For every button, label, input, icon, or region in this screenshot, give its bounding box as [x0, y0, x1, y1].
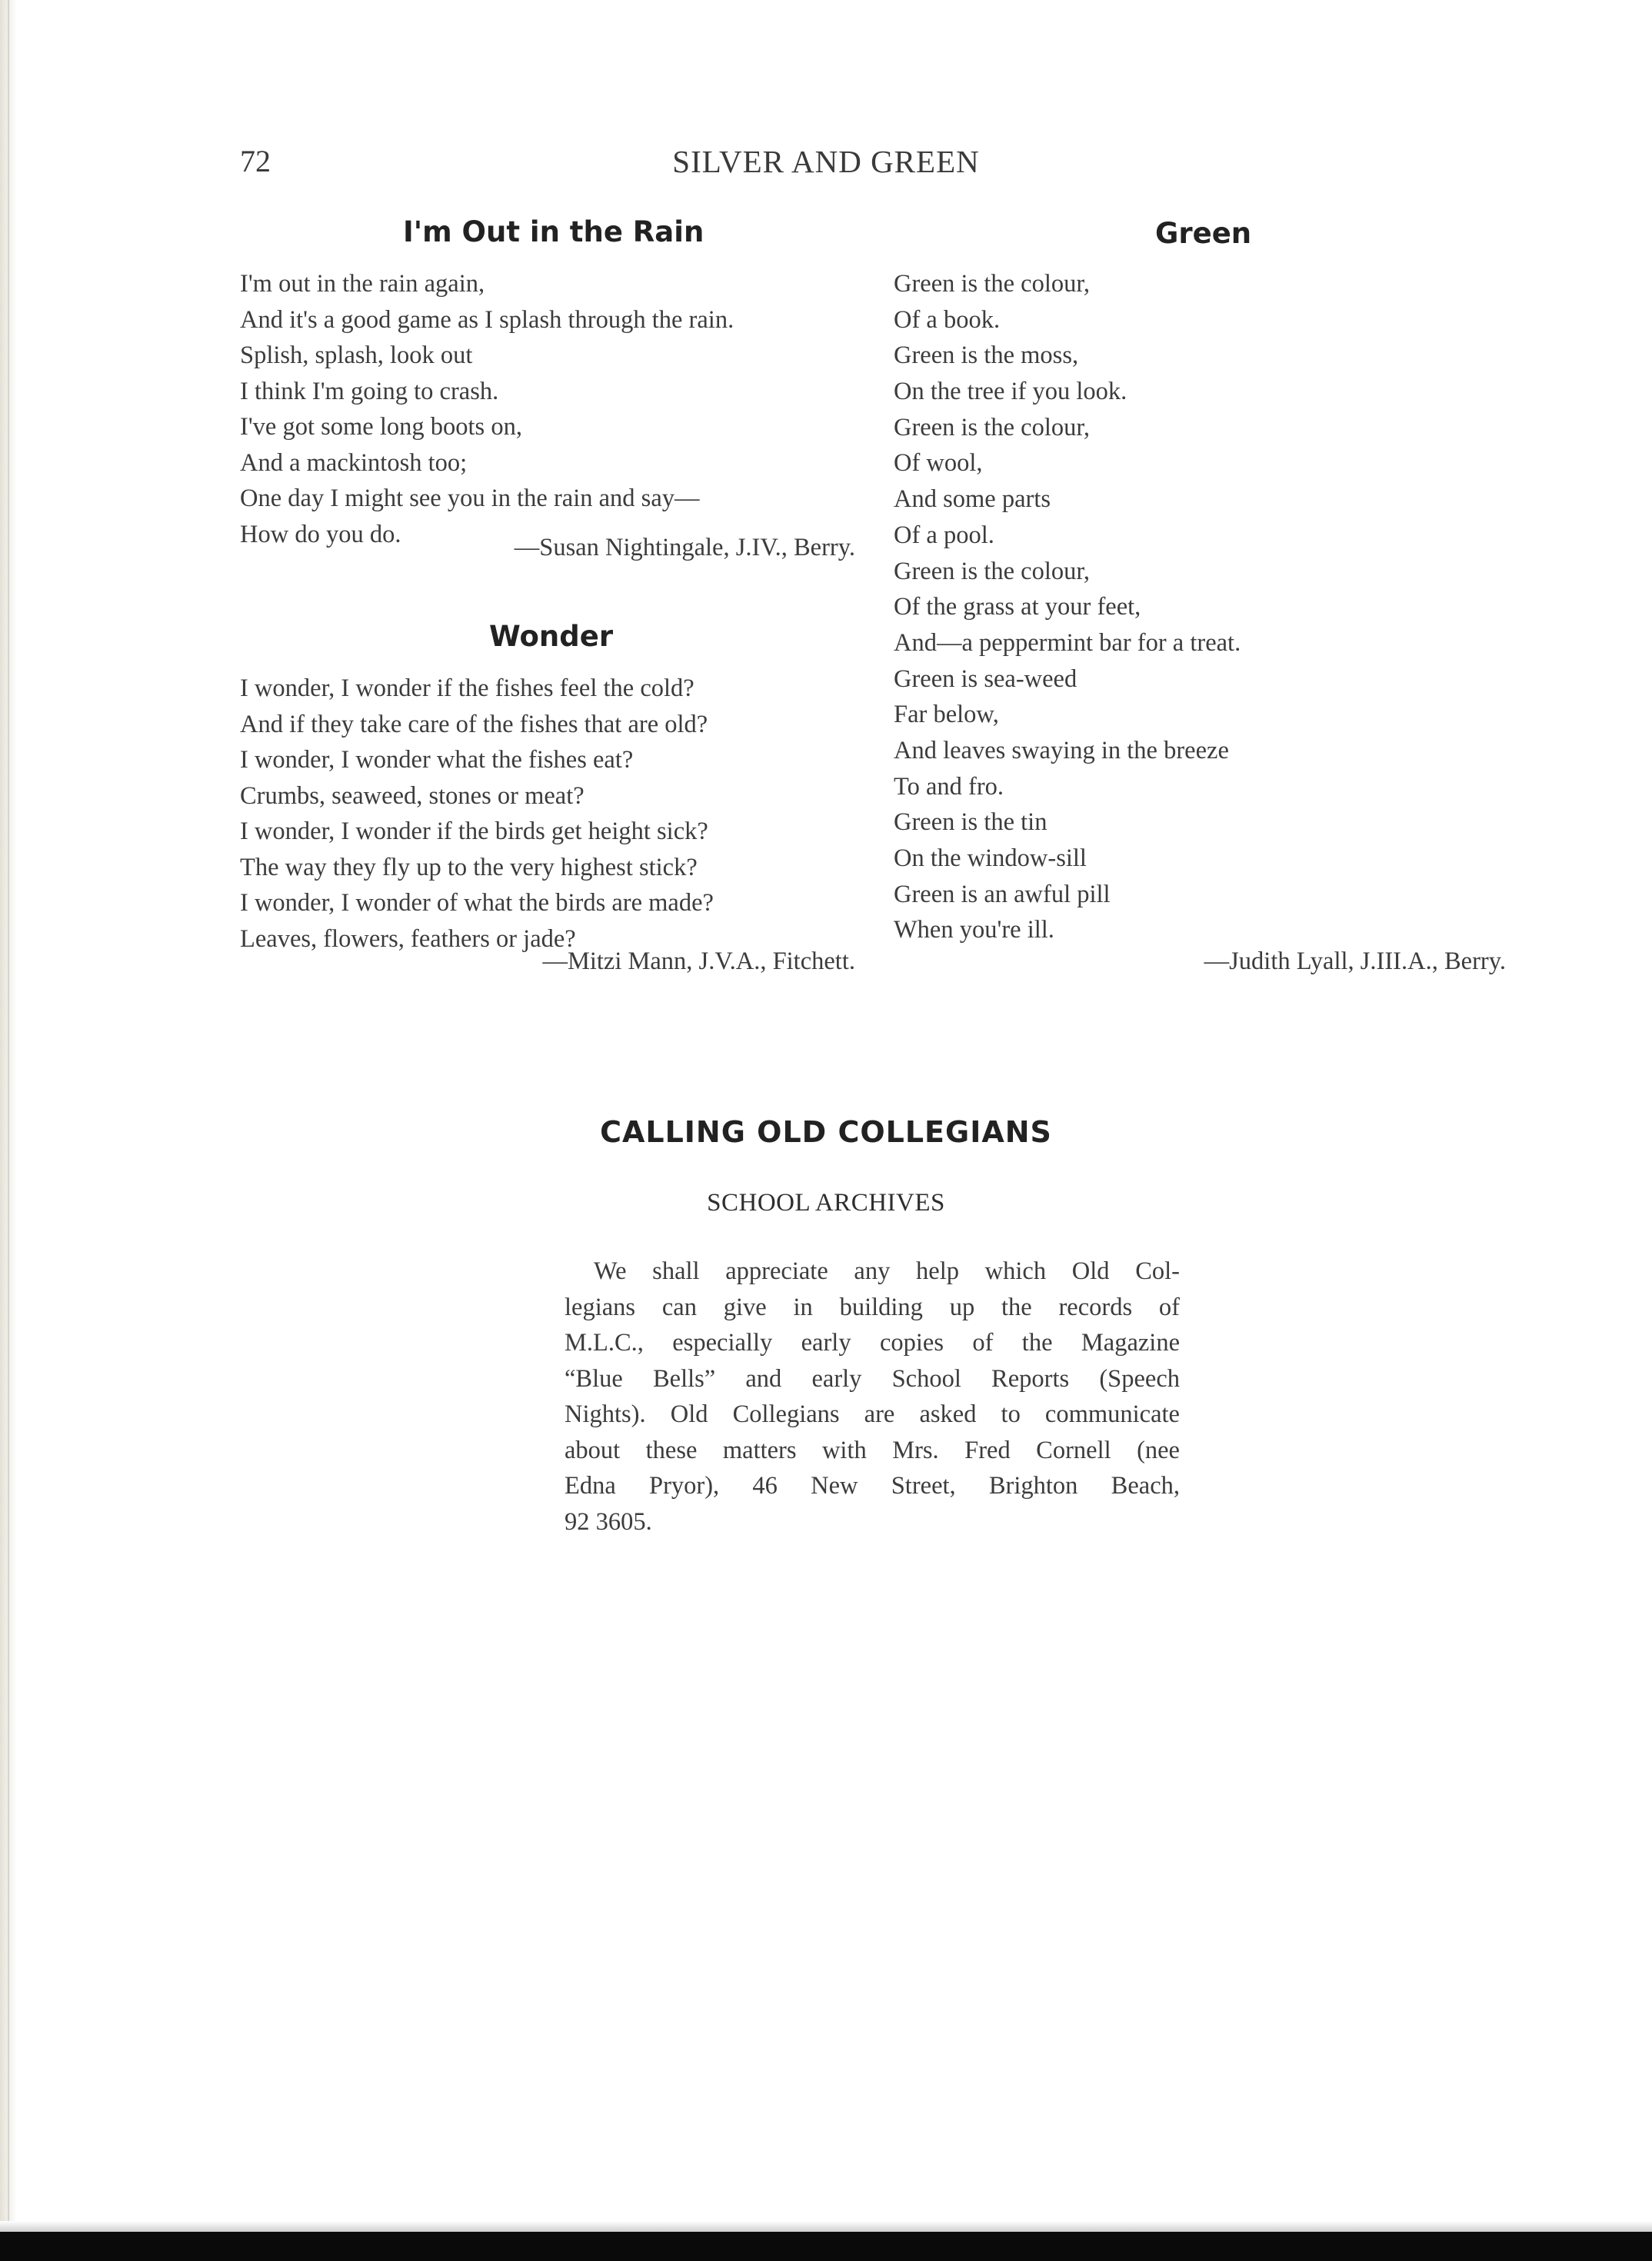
poem-title-green: Green — [1155, 217, 1252, 250]
poem-line: I wonder, I wonder what the fishes eat? — [240, 746, 634, 774]
poem-line: Green is an awful pill — [894, 880, 1111, 908]
poem-line: I've got some long boots on, — [240, 413, 522, 441]
poem-line: Green is sea-weed — [894, 664, 1077, 693]
poem-line: Far below, — [894, 701, 999, 729]
notice-subheading: SCHOOL ARCHIVES — [707, 1189, 945, 1217]
poem-line: And a mackintosh too; — [240, 448, 468, 477]
poem-title-rain: I'm Out in the Rain — [403, 215, 704, 248]
running-head — [0, 143, 1652, 183]
scan-bottom-border — [0, 2232, 1652, 2261]
notice-line: 92 3605. — [565, 1507, 652, 1536]
poem-line: How do you do. — [240, 520, 401, 548]
poem-line: The way they fly up to the very highest stick? — [240, 853, 698, 881]
poem-line: Of the grass at your feet, — [894, 593, 1141, 621]
poem-line: Crumbs, seaweed, stones or meat? — [240, 781, 585, 810]
notice-heading: CALLING OLD COLLEGIANS — [600, 1115, 1052, 1149]
poem-line: Of a pool. — [894, 521, 994, 549]
poem-line: I think I'm going to crash. — [240, 377, 499, 405]
poem-body-rain — [240, 266, 734, 552]
poem-line: Green is the colour, — [894, 557, 1091, 585]
poem-line: Leaves, flowers, feathers or jade? — [240, 924, 576, 953]
journal-title: SILVER AND GREEN — [672, 144, 980, 179]
poem-line: I wonder, I wonder if the fishes feel the cold? — [240, 674, 694, 702]
page-number: 72 — [240, 144, 271, 178]
poem-line: I wonder, I wonder of what the birds are made? — [240, 889, 714, 917]
poem-line: And leaves swaying in the breeze — [894, 736, 1229, 764]
poem-line: And it's a good game as I splash through the rain. — [240, 305, 734, 334]
poem-line: Green is the colour, — [894, 270, 1091, 298]
poem-line: To and fro. — [894, 772, 1004, 801]
poem-line: One day I might see you in the rain and say— — [240, 484, 700, 512]
poem-line: Green is the tin — [894, 808, 1047, 837]
notice-line: Edna Pryor), 46 New Street, Brighton Beach, — [565, 1472, 1180, 1500]
poem-line: Of wool, — [894, 449, 983, 478]
poem-title-wonder: Wonder — [489, 620, 614, 653]
notice-line: legians can give in building up the records of — [565, 1293, 1180, 1321]
poem-line: On the tree if you look. — [894, 378, 1127, 406]
poem-body-wonder — [240, 671, 714, 957]
poem-attribution-green: —Judith Lyall, J.III.A., Berry. — [1204, 947, 1506, 975]
poem-attribution-wonder: —Mitzi Mann, J.V.A., Fitchett. — [542, 947, 855, 975]
poem-line: And if they take care of the fishes that are old? — [240, 710, 708, 738]
poem-body-green — [894, 266, 1241, 948]
poem-line: Green is the colour, — [894, 413, 1091, 441]
poem-line: On the window-sill — [894, 844, 1087, 872]
poem-line: I wonder, I wonder if the birds get height sick? — [240, 817, 708, 845]
poem-line: Green is the moss, — [894, 341, 1079, 370]
poem-line: And—a peppermint bar for a treat. — [894, 628, 1241, 657]
notice-line: Nights). Old Collegians are asked to communicate — [565, 1400, 1180, 1428]
poem-line: And some parts — [894, 485, 1051, 514]
poem-line: Of a book. — [894, 305, 1001, 334]
poem-line: When you're ill. — [894, 916, 1054, 944]
page-bottom-fade — [0, 2221, 1652, 2232]
notice-line: M.L.C., especially early copies of the Magazine — [565, 1329, 1180, 1357]
poem-attribution-rain: —Susan Nightingale, J.IV., Berry. — [514, 534, 855, 561]
notice-line: We shall appreciate any help which Old Col- — [594, 1257, 1180, 1285]
poem-line: I'm out in the rain again, — [240, 270, 485, 298]
poem-line: Splish, splash, look out — [240, 341, 473, 369]
notice-line: “Blue Bells” and early School Reports (Speech — [565, 1364, 1180, 1393]
notice-line: about these matters with Mrs. Fred Cornell (nee — [565, 1436, 1180, 1464]
notice-body — [565, 1254, 1180, 1540]
